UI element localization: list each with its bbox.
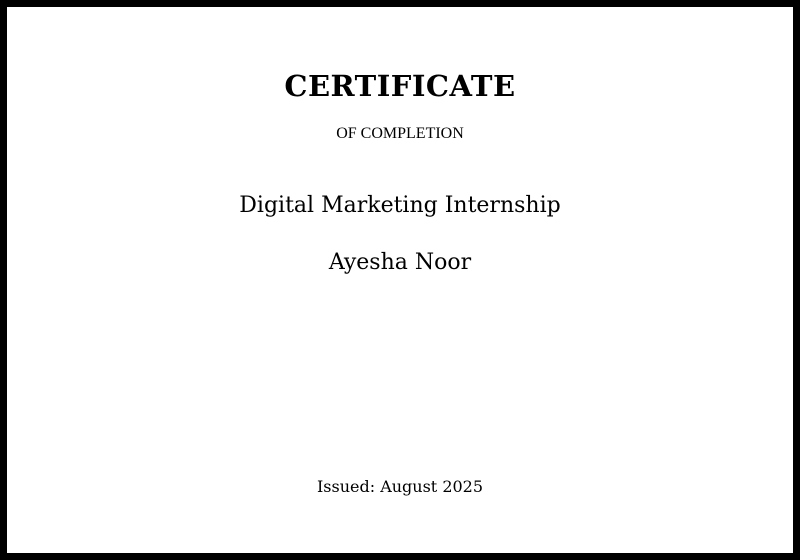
certificate-title: CERTIFICATE [284,69,516,103]
issue-date: Issued: August 2025 [316,477,484,496]
recipient-name: Ayesha Noor [328,250,472,275]
certificate-subtitle: OF COMPLETION [336,125,464,142]
program-name: Digital Marketing Internship [239,193,561,218]
